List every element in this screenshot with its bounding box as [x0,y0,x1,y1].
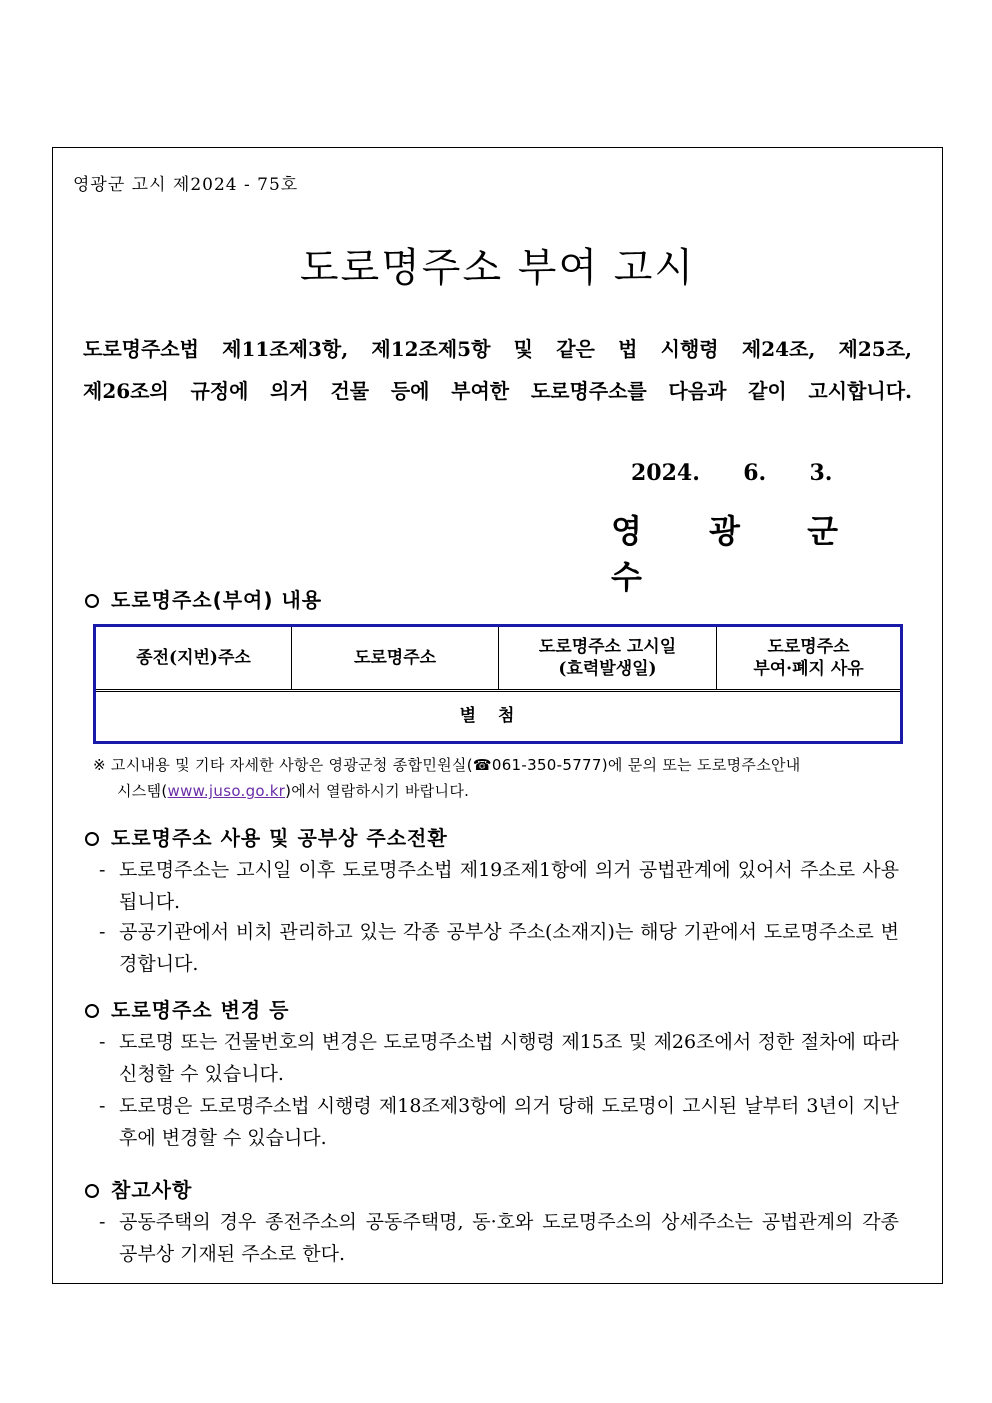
juso-link[interactable]: www.juso.go.kr [167,782,286,800]
header-reason [717,627,900,689]
dash-bullet: - [99,1211,106,1233]
section-heading-4 [85,1174,192,1203]
section-heading-3 [85,994,290,1023]
section-heading-1 [85,584,322,613]
dash-bullet: - [99,859,106,881]
notice-frame [52,147,943,1284]
circle-bullet-icon [85,1004,99,1018]
list-item-text: 도로명 또는 건물번호의 변경은 도로명주소법 시행령 제15조 및 제26조에서 정한 절차에 따라 신청할 수 있습니다. [119,1031,899,1085]
header-notice-date-line1: 도로명주소 고시일 [538,637,677,657]
contact-note [93,752,801,804]
preamble-line-2: 제26조의 규정에 의거 건물 등에 부여한 도로명주소를 다음과 같이 고시합니다. [83,379,912,403]
list-item [99,1026,899,1090]
list-item-text: 공공기관에서 비치 관리하고 있는 각종 공부상 주소(소재지)는 해당 기관에서 도로명주소로 변경합니다. [119,921,899,975]
list-item [99,854,899,918]
header-notice-date [499,627,717,689]
circle-bullet-icon [85,1184,99,1198]
header-old-address: 종전(지번)주소 [96,627,292,689]
note-line-2-post: )에서 열람하시기 바랍니다. [285,782,470,800]
page-title: 도로명주소 부여 고시 [299,245,696,291]
circle-bullet-icon [85,832,99,846]
note-line-2 [117,778,801,804]
list-item-text: 도로명주소는 고시일 이후 도로명주소법 제19조제1항에 의거 공법관계에 있어서 주소로 사용됩니다. [119,859,899,913]
dash-bullet: - [99,1095,106,1117]
issuer: 영 광 군 수 [611,512,867,596]
header-reason-line2: 부여·폐지 사유 [753,659,864,679]
note-line-2-pre: 시스템( [117,782,168,800]
header-road-address: 도로명주소 [292,627,499,689]
table-attachment-row: 별첨 [459,706,537,726]
list-item [99,916,899,980]
table-header-row [96,627,900,692]
header-reason-line1: 도로명주소 [767,637,850,657]
circle-bullet-icon [85,594,99,608]
section-heading-text: 도로명주소(부여) 내용 [111,588,323,612]
preamble [83,328,912,412]
list-item [99,1090,899,1154]
list-item-text: 공동주택의 경우 종전주소의 공동주택명, 동·호와 도로명주소의 상세주소는 공법관계의 각종 공부상 기재된 주소로 한다. [119,1211,899,1265]
notice-number: 영광군 고시 제2024 - 75호 [73,175,299,195]
section-heading-text: 도로명주소 변경 등 [111,998,290,1022]
section-heading-text: 도로명주소 사용 및 공부상 주소전환 [111,826,448,850]
note-line-1: ※ 고시내용 및 기타 자세한 사항은 영광군청 종합민원실(☎061-350-5777)에 문의 또는 도로명주소안내 [93,756,801,774]
address-table [93,624,903,744]
dash-bullet: - [99,921,106,943]
section-heading-text: 참고사항 [111,1178,193,1202]
list-item-text: 도로명은 도로명주소법 시행령 제18조제3항에 의거 당해 도로명이 고시된 날부터 3년이 지난 후에 변경할 수 있습니다. [119,1095,899,1149]
section-heading-2 [85,822,448,851]
notice-date: 2024. 6. 3. [631,460,833,486]
dash-bullet: - [99,1031,106,1053]
header-notice-date-line2: (효력발생일) [558,659,657,679]
preamble-line-1: 도로명주소법 제11조제3항, 제12조제5항 및 같은 법 시행령 제24조, 제25조, [83,337,912,361]
list-item [99,1206,899,1270]
